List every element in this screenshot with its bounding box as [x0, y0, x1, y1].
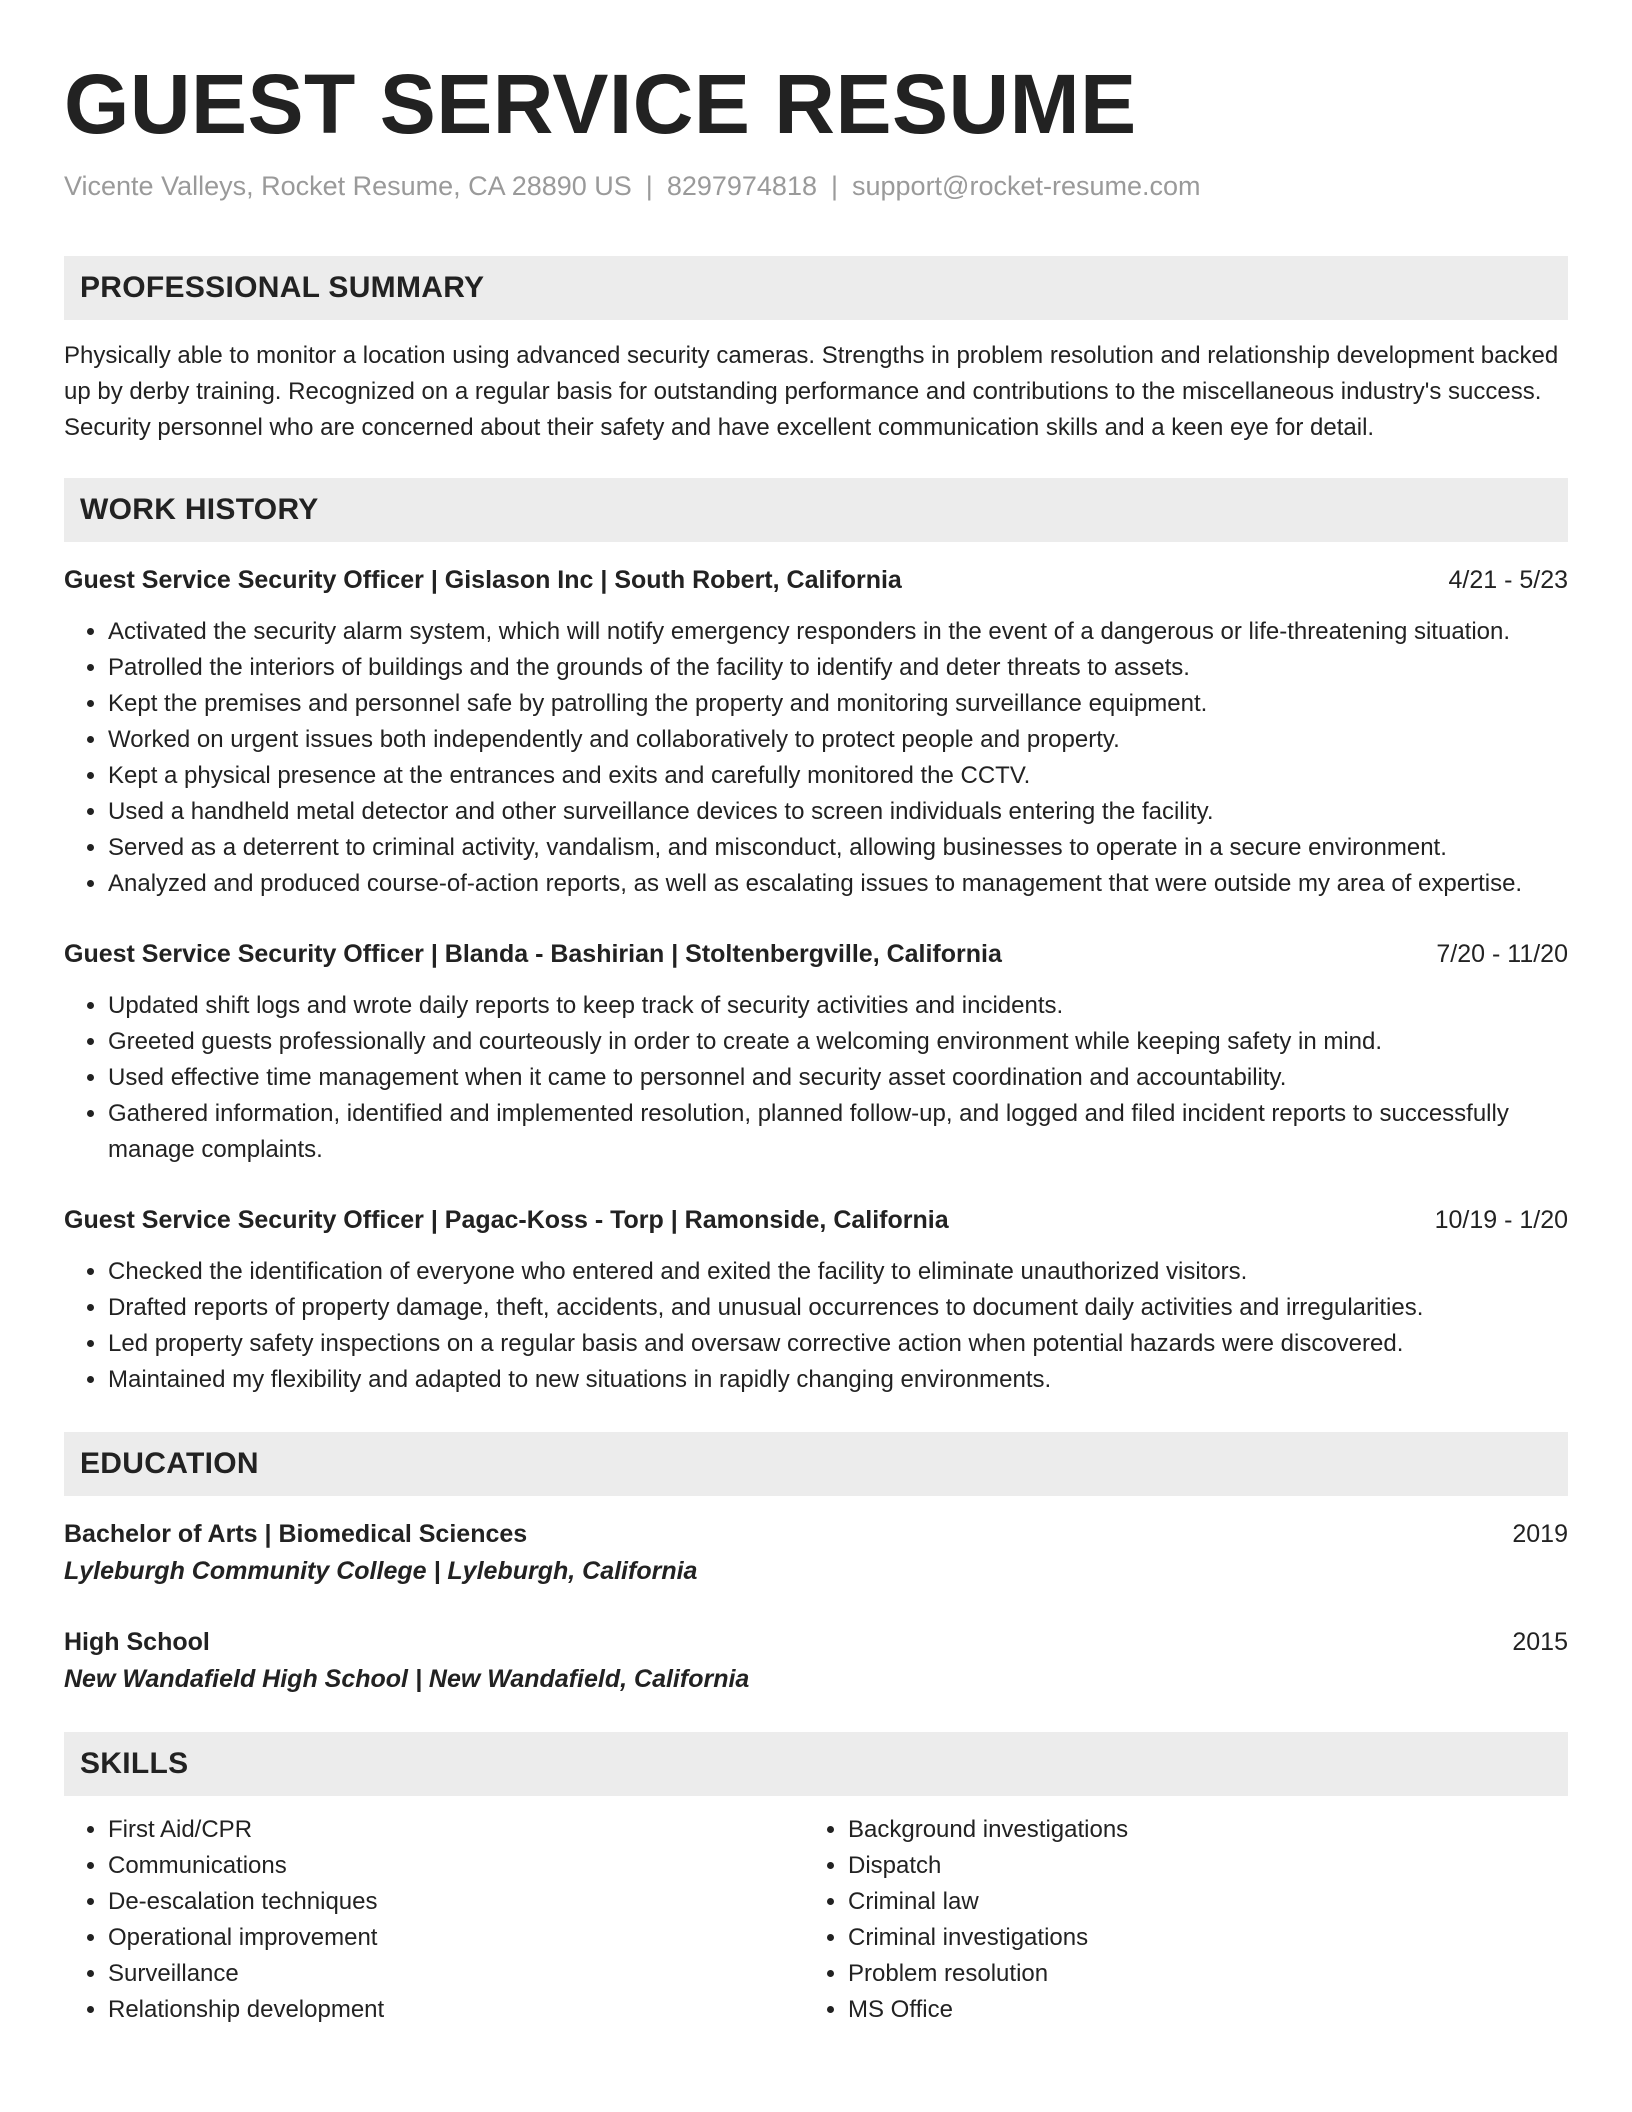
contact-phone: 8297974818	[666, 171, 817, 201]
skill-item: • Communications	[108, 1848, 804, 1884]
contact-line	[64, 168, 1568, 204]
job-bullet: • Used a handheld metal detector and other surveillance devices to screen individuals entering the facility.	[108, 794, 1568, 830]
section-header-work-history: WORK HISTORY	[64, 478, 1568, 542]
job-bullets	[64, 988, 1568, 1168]
job-bullet: • Updated shift logs and wrote daily reports to keep track of security activities and incidents.	[108, 988, 1568, 1024]
skills-column-right	[804, 1812, 1544, 2028]
job-header	[64, 562, 1568, 598]
job-bullet: • Maintained my flexibility and adapted to new situations in rapidly changing environments.	[108, 1362, 1568, 1398]
education-school: New Wandafield High School | New Wandafield, California	[64, 1665, 750, 1693]
job-dates: 10/19 - 1/20	[1434, 1206, 1568, 1234]
job-entry	[64, 562, 1568, 902]
section-header-summary: PROFESSIONAL SUMMARY	[64, 256, 1568, 320]
job-bullet: • Served as a deterrent to criminal activity, vandalism, and misconduct, allowing businesses to operate in a secure environment.	[108, 830, 1568, 866]
job-bullet: • Kept a physical presence at the entrances and exits and carefully monitored the CCTV.	[108, 758, 1568, 794]
job-entry	[64, 936, 1568, 1168]
skill-item: • Problem resolution	[848, 1956, 1544, 1992]
job-dates: 7/20 - 11/20	[1436, 940, 1568, 968]
section-header-education: EDUCATION	[64, 1432, 1568, 1496]
job-bullet: • Worked on urgent issues both independently and collaboratively to protect people and property.	[108, 722, 1568, 758]
education-header	[64, 1624, 1568, 1660]
job-heading: Guest Service Security Officer | Pagac-Koss - Torp | Ramonside, California	[64, 1206, 949, 1234]
job-bullet: • Used effective time management when it came to personnel and security asset coordination and accountability.	[108, 1060, 1568, 1096]
summary-text: Physically able to monitor a location using advanced security cameras. Strengths in problem resolution and relationship development backed up by derby training. Recognized on a regular basis for outstanding performance and contributions to the miscellaneous industry's success. Security personnel who are concerned about their safety and have excellent communication skills and a keen eye for detail.	[64, 342, 1559, 441]
job-bullet: • Kept the premises and personnel safe by patrolling the property and monitoring surveillance equipment.	[108, 686, 1568, 722]
job-bullet: • Checked the identification of everyone who entered and exited the facility to eliminate unauthorized visitors.	[108, 1254, 1568, 1290]
job-heading: Guest Service Security Officer | Blanda - Bashirian | Stoltenbergville, California	[64, 940, 1002, 968]
education-entry	[64, 1516, 1568, 1590]
contact-email: support@rocket-resume.com	[852, 171, 1201, 201]
education-degree: Bachelor of Arts | Biomedical Sciences	[64, 1520, 528, 1548]
job-header	[64, 1202, 1568, 1238]
education-year: 2019	[1512, 1520, 1568, 1548]
job-bullet: • Led property safety inspections on a regular basis and oversaw corrective action when potential hazards were discovered.	[108, 1326, 1568, 1362]
contact-separator: |	[645, 171, 653, 201]
job-bullet: • Gathered information, identified and implemented resolution, planned follow-up, and logged and filed incident reports to successfully manage complaints.	[108, 1096, 1568, 1168]
job-bullet: • Activated the security alarm system, which will notify emergency responders in the event of a dangerous or life-threatening situation.	[108, 614, 1568, 650]
job-header	[64, 936, 1568, 972]
skill-item: • Relationship development	[108, 1992, 804, 2028]
skill-item: • MS Office	[848, 1992, 1544, 2028]
job-dates: 4/21 - 5/23	[1448, 566, 1568, 594]
job-entry	[64, 1202, 1568, 1398]
contact-address: Vicente Valleys, Rocket Resume, CA 28890 US	[64, 171, 632, 201]
section-header-skills: SKILLS	[64, 1732, 1568, 1796]
education-year: 2015	[1512, 1628, 1568, 1656]
education-header	[64, 1516, 1568, 1552]
skill-item: • Operational improvement	[108, 1920, 804, 1956]
job-bullet: • Patrolled the interiors of buildings and the grounds of the facility to identify and deter threats to assets.	[108, 650, 1568, 686]
contact-separator: |	[830, 171, 838, 201]
job-heading: Guest Service Security Officer | Gislason Inc | South Robert, California	[64, 566, 902, 594]
job-bullet: • Drafted reports of property damage, theft, accidents, and unusual occurrences to document daily activities and irregularities.	[108, 1290, 1568, 1326]
education-school: Lyleburgh Community College | Lyleburgh, California	[64, 1557, 698, 1585]
skill-item: • Criminal law	[848, 1884, 1544, 1920]
skill-item: • First Aid/CPR	[108, 1812, 804, 1848]
skill-item: • Dispatch	[848, 1848, 1544, 1884]
skills-column-left	[64, 1812, 804, 2028]
job-bullets	[64, 1254, 1568, 1398]
job-bullet: • Greeted guests professionally and courteously in order to create a welcoming environment while keeping safety in mind.	[108, 1024, 1568, 1060]
education-degree: High School	[64, 1628, 210, 1656]
job-bullets	[64, 614, 1568, 902]
education-entry	[64, 1624, 1568, 1698]
skills-grid	[64, 1812, 1568, 2028]
skill-item: • Criminal investigations	[848, 1920, 1544, 1956]
skill-item: • De-escalation techniques	[108, 1884, 804, 1920]
skill-item: • Surveillance	[108, 1956, 804, 1992]
skill-item: • Background investigations	[848, 1812, 1544, 1848]
resume-title: GUEST SERVICE RESUME	[64, 57, 1137, 151]
job-bullet: • Analyzed and produced course-of-action reports, as well as escalating issues to management that were outside my area of expertise.	[108, 866, 1568, 902]
